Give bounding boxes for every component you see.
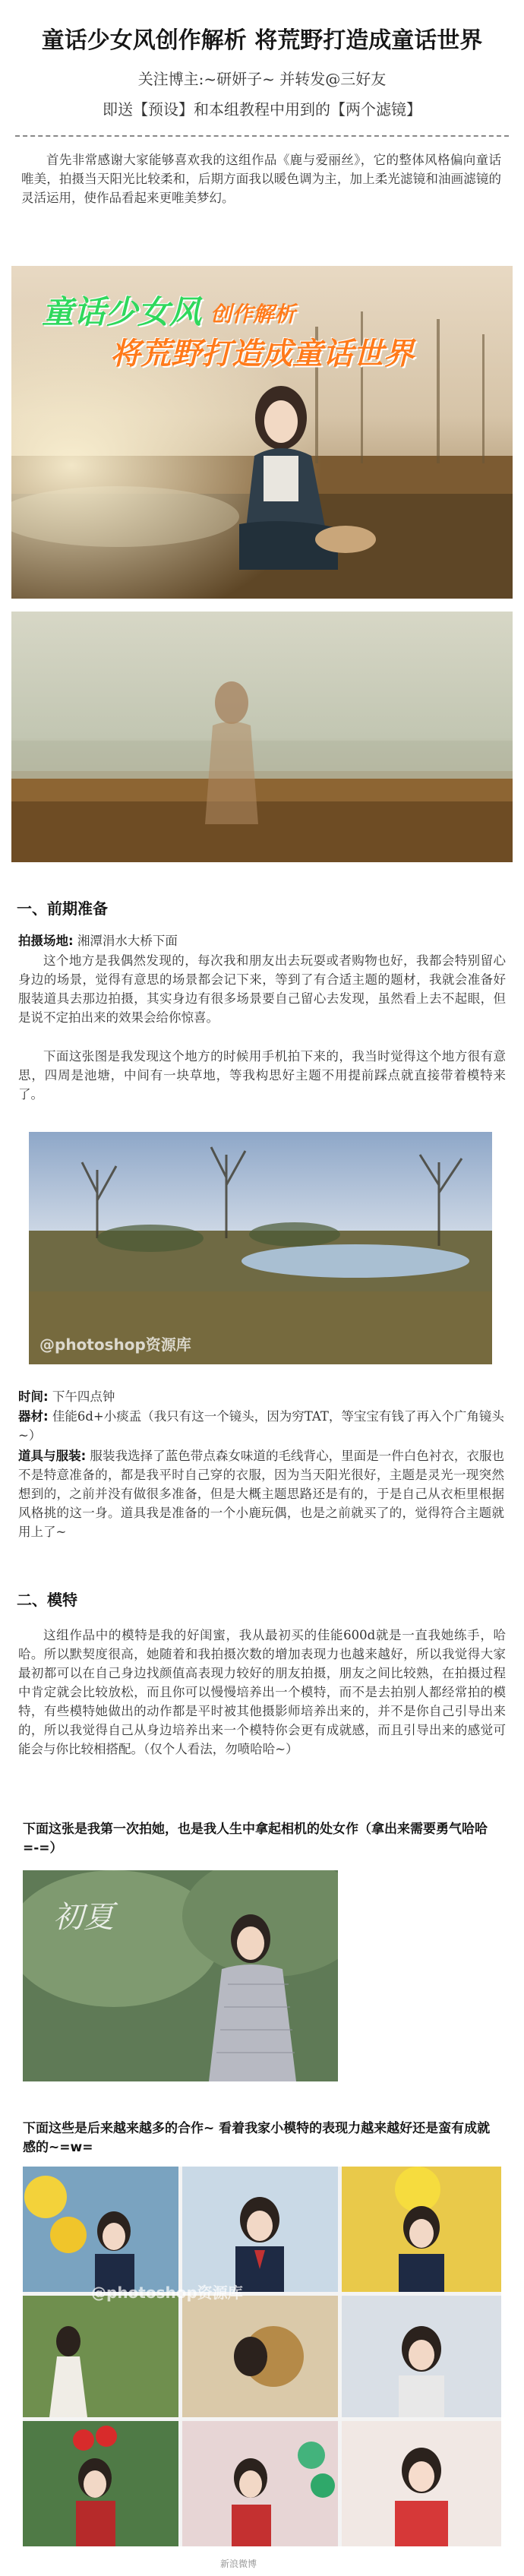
author-line: 关注博主:~研妍子~ 并转发@三好友 bbox=[137, 70, 387, 88]
intro-paragraph: 首先非常感谢大家能够喜欢我的这组作品《鹿与爱丽丝》，它的整体风格偏向童话唯美，拍摄当天阳光比较柔和，后期方面我以暖色调为主，加上柔光滤镜和油画滤镜的灵活运用，使作品看起来更唯美梦幻。 bbox=[21, 153, 501, 205]
collage-watermark: @photoshop资源库 bbox=[91, 2284, 243, 2302]
location-photo bbox=[29, 1132, 492, 1364]
location-paragraph: 这个地方是我偶然发现的，每次我和朋友出去玩耍或者购物也好，我都会特别留心身边的场景，觉得有意思的场景都会记下来，等到了有合适主题的题材，我就会准备好服装道具去那边拍摄，其实身边有很多场景要自己留心去发现，虽然看上去不起眼，但是说不定拍出来的效果会给你惊喜。 bbox=[18, 953, 506, 1025]
banner-image bbox=[11, 266, 513, 599]
model-paragraph: 这组作品中的模特是我的好闺蜜，我从最初买的佳能600d就是一直我她练手，哈哈。所以默契度很高，她随着和我拍摄次数的增加表现力也越来越好，所以我觉得大家最初都可以在自己身边找颜值高表现力较好的朋友拍摄，朋友之间比较熟，在拍摄过程中肯定就会比较放松，而且你可以慢慢培养出一个模特，而不是去拍别人都经常拍的模特，有些模特她做出的动作都是平时被其他摄影师培养出来的，并不是你自己引导出来的，所以我觉得自己从身边培养出来一个模特你会更有成就感，而且引导出来的感觉可能会与你比较相搭配。（仅个人看法，勿喷哈哈~） bbox=[18, 1628, 506, 1756]
equipment-label: 器材: bbox=[18, 1409, 49, 1424]
banner-title-big: 童话少女风 bbox=[42, 293, 202, 330]
banner-title-small: 创作解析 bbox=[210, 302, 296, 327]
dashed-divider bbox=[15, 135, 509, 137]
photo-paragraph: 下面这张图是我发现这个地方的时候用手机拍下来的，我当时觉得这个地方很有意思，四周是池塘，中间有一块草地，等我构思好主题不用提前踩点就直接带着模特来了。 bbox=[18, 1049, 506, 1102]
banner-subtitle: 将荒野打造成童话世界 bbox=[110, 337, 414, 371]
time-value: 下午四点钟 bbox=[52, 1389, 115, 1404]
location-label: 拍摄场地: bbox=[18, 934, 74, 948]
section1-heading: 一、前期准备 bbox=[17, 899, 108, 918]
caption-first-shoot: 下面这张是我第一次拍她，也是我人生中拿起相机的处女作（拿出来需要勇气哈哈=-=） bbox=[23, 1822, 488, 1856]
ghost-landscape-image bbox=[11, 612, 513, 862]
section2-heading: 二、模特 bbox=[17, 1591, 77, 1609]
time-line bbox=[18, 1387, 504, 1406]
first-shoot-photo bbox=[23, 1870, 338, 2081]
equipment-line bbox=[18, 1407, 504, 1445]
props-label: 道具与服装: bbox=[18, 1449, 87, 1463]
footer-watermark: 新浪微博 bbox=[220, 2559, 257, 2569]
props-value: 服装我选择了蓝色带点森女味道的毛线背心，里面是一件白色衬衣，衣服也不是特意准备的，都是我平时自己穿的衣服，因为当天阳光很好，主题是灵光一现突然想到的，之前并没有做很多准备，但是大概主题思路还是有的，于是自己从衣柜里根据风格挑的这一身。道具我是准备的一个小鹿玩偶，也是之前就买了的，觉得符合主题就用上了~ bbox=[18, 1449, 504, 1539]
location-value: 湘潭涓水大桥下面 bbox=[77, 934, 178, 948]
photo-collage bbox=[23, 2167, 501, 2546]
page-title: 童话少女风创作解析 将荒野打造成童话世界 bbox=[41, 27, 483, 54]
photo-calligraphy: 初夏 bbox=[53, 1900, 114, 1935]
equipment-value: 佳能6d+小痰盂（我只有这一个镜头，因为穷TAT，等宝宝有钱了再入个广角镜头~） bbox=[18, 1409, 504, 1443]
photo-watermark: @photoshop资源库 bbox=[39, 1335, 191, 1354]
gift-line: 即送【预设】和本组教程中用到的【两个滤镜】 bbox=[103, 100, 421, 119]
props-line bbox=[18, 1446, 504, 1541]
caption-collaborations: 下面这些是后来越来越多的合作~ 看着我家小模特的表现力越来越好还是蛮有成就感的~=w= bbox=[23, 2121, 491, 2155]
time-label: 时间: bbox=[18, 1389, 49, 1404]
location-line bbox=[18, 931, 504, 950]
